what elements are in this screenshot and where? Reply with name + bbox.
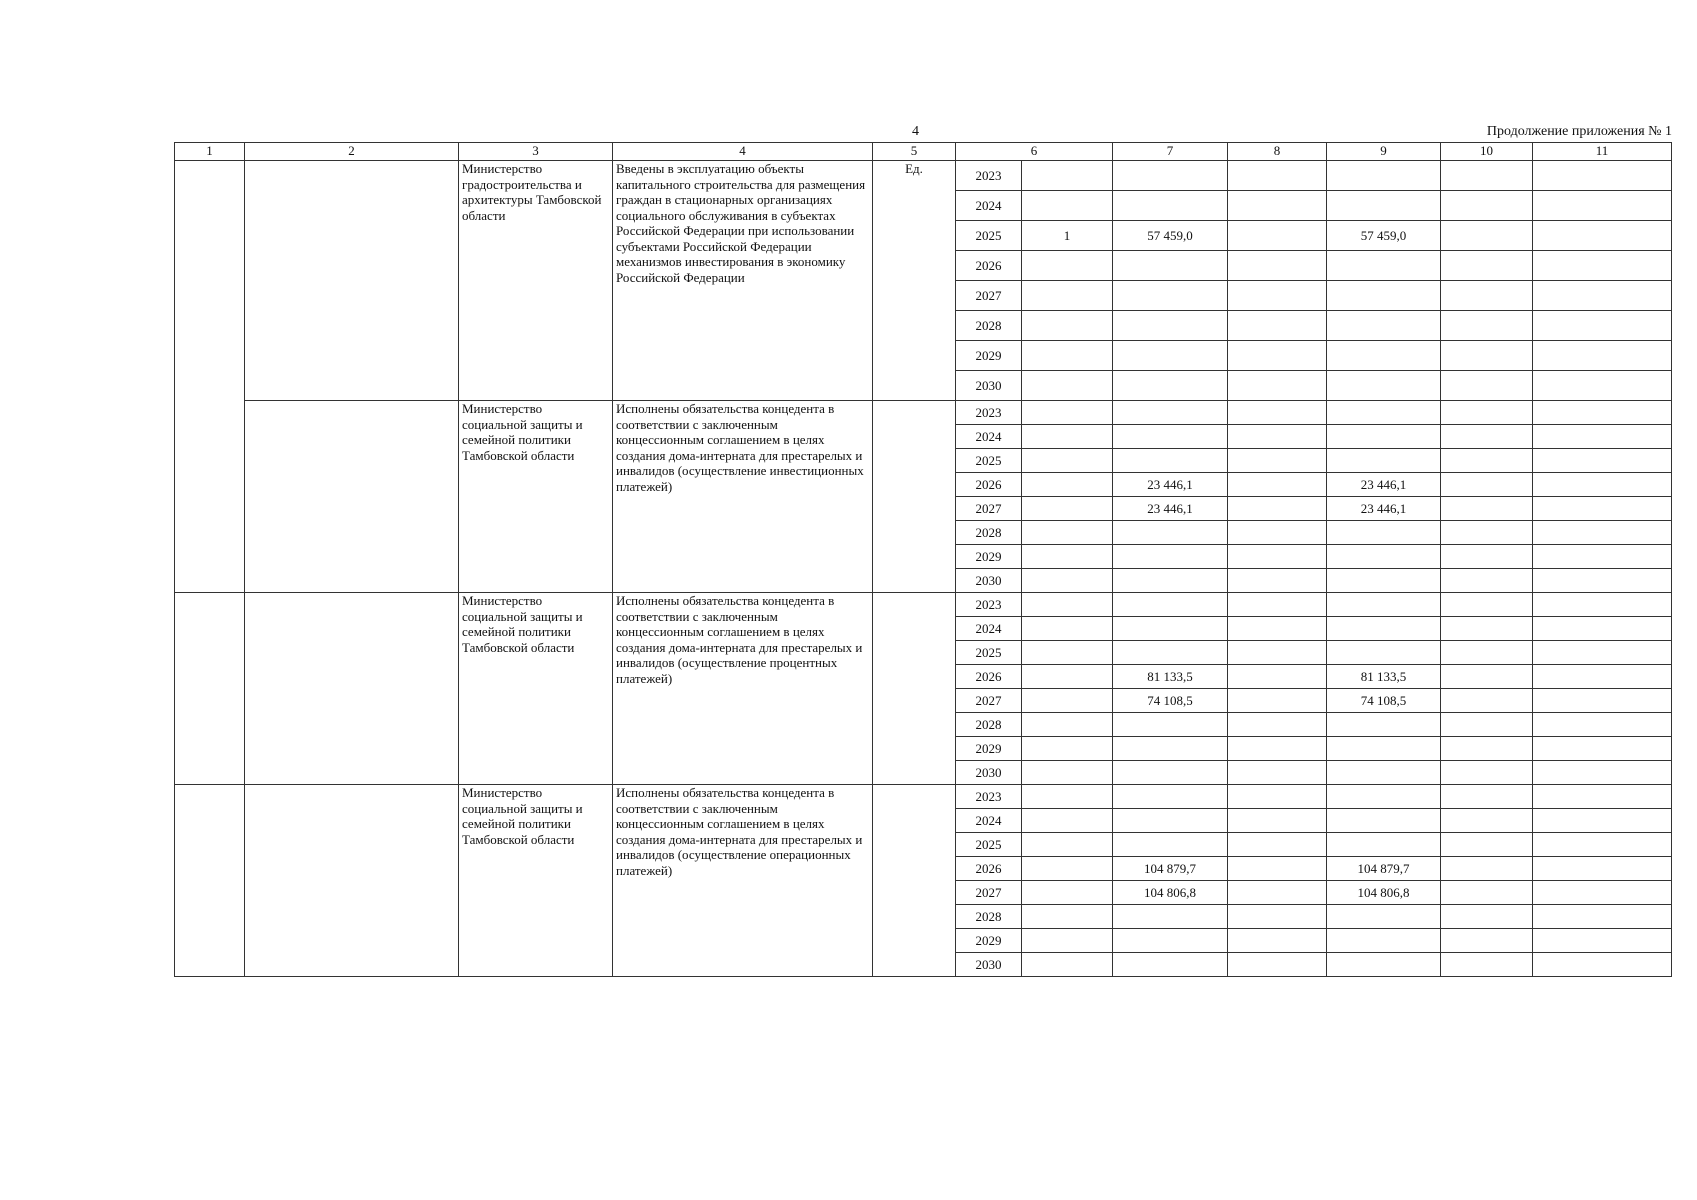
page-number: 4	[912, 124, 919, 139]
year-cell: 2023	[956, 593, 1022, 617]
year-cell: 2025	[956, 221, 1022, 251]
col11-cell	[1533, 449, 1672, 473]
col10-cell	[1441, 689, 1533, 713]
col10-cell	[1441, 221, 1533, 251]
col9-cell: 23 446,1	[1327, 473, 1441, 497]
year-cell: 2029	[956, 929, 1022, 953]
col8-cell	[1228, 191, 1327, 221]
col2-cell	[245, 161, 459, 401]
col11-cell	[1533, 833, 1672, 857]
year-cell: 2024	[956, 809, 1022, 833]
col8-cell	[1228, 569, 1327, 593]
col11-cell	[1533, 545, 1672, 569]
col10-cell	[1441, 449, 1533, 473]
col9-cell: 104 879,7	[1327, 857, 1441, 881]
col8-cell	[1228, 401, 1327, 425]
col11-cell	[1533, 281, 1672, 311]
description-cell: Введены в эксплуатацию объекты капитального строительства для размещения граждан в стационарных организациях социального обслуживания в субъектах Российской Федерации при использовании субъектами Российской Федерации механизмов инвестирования в экономику Российской Федерации	[613, 161, 873, 401]
col8-cell	[1228, 881, 1327, 905]
year-cell: 2027	[956, 881, 1022, 905]
col7-cell: 81 133,5	[1113, 665, 1228, 689]
col10-cell	[1441, 953, 1533, 977]
col-header: 1	[175, 143, 245, 161]
year-cell: 2027	[956, 689, 1022, 713]
col10-cell	[1441, 713, 1533, 737]
col8-cell	[1228, 311, 1327, 341]
col6-cell	[1022, 425, 1113, 449]
col8-cell	[1228, 281, 1327, 311]
col8-cell	[1228, 905, 1327, 929]
col9-cell	[1327, 341, 1441, 371]
col-header: 10	[1441, 143, 1533, 161]
col-header: 3	[459, 143, 613, 161]
col8-cell	[1228, 785, 1327, 809]
col7-cell	[1113, 593, 1228, 617]
col7-cell	[1113, 545, 1228, 569]
col7-cell	[1113, 311, 1228, 341]
col11-cell	[1533, 929, 1672, 953]
col10-cell	[1441, 833, 1533, 857]
year-cell: 2024	[956, 425, 1022, 449]
col7-cell	[1113, 521, 1228, 545]
description-cell: Исполнены обязательства концедента в соответствии с заключенным концессионным соглашением в целях создания дома-интерната для престарелых и инвалидов (осуществление инвестиционных платежей)	[613, 401, 873, 593]
col9-cell	[1327, 785, 1441, 809]
col8-cell	[1228, 809, 1327, 833]
col8-cell	[1228, 161, 1327, 191]
description-cell: Исполнены обязательства концедента в соответствии с заключенным концессионным соглашением в целях создания дома-интерната для престарелых и инвалидов (осуществление операционных платежей)	[613, 785, 873, 977]
year-cell: 2030	[956, 953, 1022, 977]
col-header: 6	[956, 143, 1113, 161]
description-cell: Исполнены обязательства концедента в соответствии с заключенным концессионным соглашением в целях создания дома-интерната для престарелых и инвалидов (осуществление процентных платежей)	[613, 593, 873, 785]
col6-cell	[1022, 449, 1113, 473]
col7-cell: 23 446,1	[1113, 473, 1228, 497]
col7-cell: 74 108,5	[1113, 689, 1228, 713]
col10-cell	[1441, 881, 1533, 905]
col9-cell	[1327, 641, 1441, 665]
col10-cell	[1441, 425, 1533, 449]
table-row	[175, 593, 1672, 617]
col9-cell: 104 806,8	[1327, 881, 1441, 905]
header-row	[175, 143, 1672, 161]
col11-cell	[1533, 311, 1672, 341]
table-row	[175, 161, 1672, 191]
col6-cell	[1022, 545, 1113, 569]
col11-cell	[1533, 161, 1672, 191]
col8-cell	[1228, 497, 1327, 521]
col9-cell	[1327, 521, 1441, 545]
col6-cell	[1022, 761, 1113, 785]
col11-cell	[1533, 905, 1672, 929]
year-cell: 2026	[956, 473, 1022, 497]
col7-cell	[1113, 569, 1228, 593]
col11-cell	[1533, 371, 1672, 401]
col9-cell	[1327, 449, 1441, 473]
col6-cell	[1022, 953, 1113, 977]
year-cell: 2029	[956, 545, 1022, 569]
year-cell: 2027	[956, 497, 1022, 521]
col8-cell	[1228, 521, 1327, 545]
col7-cell: 104 806,8	[1113, 881, 1228, 905]
col10-cell	[1441, 497, 1533, 521]
col11-cell	[1533, 251, 1672, 281]
col7-cell: 23 446,1	[1113, 497, 1228, 521]
col10-cell	[1441, 617, 1533, 641]
col6-cell	[1022, 713, 1113, 737]
col9-cell	[1327, 545, 1441, 569]
col10-cell	[1441, 281, 1533, 311]
col10-cell	[1441, 929, 1533, 953]
col9-cell	[1327, 761, 1441, 785]
col9-cell	[1327, 953, 1441, 977]
col8-cell	[1228, 371, 1327, 401]
col10-cell	[1441, 191, 1533, 221]
ministry-cell: Министерство социальной защиты и семейной политики Тамбовской области	[459, 593, 613, 785]
col10-cell	[1441, 665, 1533, 689]
col7-cell	[1113, 905, 1228, 929]
col1-cell	[175, 785, 245, 977]
ministry-cell: Министерство социальной защиты и семейной политики Тамбовской области	[459, 785, 613, 977]
col11-cell	[1533, 401, 1672, 425]
col11-cell	[1533, 761, 1672, 785]
col8-cell	[1228, 473, 1327, 497]
col11-cell	[1533, 689, 1672, 713]
col8-cell	[1228, 593, 1327, 617]
col8-cell	[1228, 341, 1327, 371]
col-header: 8	[1228, 143, 1327, 161]
col11-cell	[1533, 617, 1672, 641]
year-cell: 2026	[956, 665, 1022, 689]
col11-cell	[1533, 521, 1672, 545]
col10-cell	[1441, 905, 1533, 929]
col7-cell: 57 459,0	[1113, 221, 1228, 251]
col7-cell	[1113, 929, 1228, 953]
col8-cell	[1228, 617, 1327, 641]
col6-cell	[1022, 929, 1113, 953]
col10-cell	[1441, 641, 1533, 665]
col11-cell	[1533, 881, 1672, 905]
year-cell: 2023	[956, 785, 1022, 809]
ministry-cell: Министерство социальной защиты и семейной политики Тамбовской области	[459, 401, 613, 593]
continuation-label: Продолжение приложения № 1	[1486, 124, 1672, 139]
col11-cell	[1533, 737, 1672, 761]
col6-cell	[1022, 737, 1113, 761]
appendix-table	[174, 142, 1672, 977]
table-row	[175, 785, 1672, 809]
col11-cell	[1533, 713, 1672, 737]
unit-cell	[873, 401, 956, 593]
col8-cell	[1228, 953, 1327, 977]
col7-cell	[1113, 251, 1228, 281]
col10-cell	[1441, 761, 1533, 785]
year-cell: 2023	[956, 401, 1022, 425]
col11-cell	[1533, 191, 1672, 221]
col11-cell	[1533, 665, 1672, 689]
col10-cell	[1441, 341, 1533, 371]
col9-cell	[1327, 569, 1441, 593]
col8-cell	[1228, 665, 1327, 689]
unit-cell: Ед.	[873, 161, 956, 401]
col8-cell	[1228, 737, 1327, 761]
col11-cell	[1533, 341, 1672, 371]
col10-cell	[1441, 521, 1533, 545]
col6-cell	[1022, 857, 1113, 881]
col10-cell	[1441, 737, 1533, 761]
col6-cell	[1022, 251, 1113, 281]
col11-cell	[1533, 473, 1672, 497]
col2-cell	[245, 593, 459, 785]
col-header: 9	[1327, 143, 1441, 161]
col9-cell: 23 446,1	[1327, 497, 1441, 521]
col9-cell	[1327, 929, 1441, 953]
col8-cell	[1228, 857, 1327, 881]
col11-cell	[1533, 593, 1672, 617]
col10-cell	[1441, 785, 1533, 809]
col10-cell	[1441, 857, 1533, 881]
col6-cell	[1022, 521, 1113, 545]
col9-cell	[1327, 425, 1441, 449]
col7-cell	[1113, 281, 1228, 311]
col6-cell	[1022, 281, 1113, 311]
year-cell: 2027	[956, 281, 1022, 311]
year-cell: 2026	[956, 857, 1022, 881]
col9-cell	[1327, 281, 1441, 311]
col9-cell	[1327, 713, 1441, 737]
col11-cell	[1533, 425, 1672, 449]
col9-cell	[1327, 191, 1441, 221]
year-cell: 2030	[956, 569, 1022, 593]
col8-cell	[1228, 929, 1327, 953]
col6-cell	[1022, 617, 1113, 641]
year-cell: 2030	[956, 371, 1022, 401]
year-cell: 2028	[956, 311, 1022, 341]
col10-cell	[1441, 473, 1533, 497]
col6-cell: 1	[1022, 221, 1113, 251]
col6-cell	[1022, 473, 1113, 497]
col10-cell	[1441, 569, 1533, 593]
year-cell: 2029	[956, 341, 1022, 371]
col7-cell	[1113, 401, 1228, 425]
col7-cell	[1113, 371, 1228, 401]
col7-cell	[1113, 641, 1228, 665]
col6-cell	[1022, 569, 1113, 593]
col10-cell	[1441, 401, 1533, 425]
col8-cell	[1228, 251, 1327, 281]
table-row	[175, 401, 1672, 425]
col9-cell	[1327, 371, 1441, 401]
year-cell: 2026	[956, 251, 1022, 281]
col6-cell	[1022, 785, 1113, 809]
col6-cell	[1022, 641, 1113, 665]
year-cell: 2030	[956, 761, 1022, 785]
col1-cell	[175, 161, 245, 593]
col6-cell	[1022, 497, 1113, 521]
col11-cell	[1533, 953, 1672, 977]
col11-cell	[1533, 221, 1672, 251]
col2-cell	[245, 401, 459, 593]
col10-cell	[1441, 251, 1533, 281]
col7-cell	[1113, 161, 1228, 191]
col11-cell	[1533, 857, 1672, 881]
col10-cell	[1441, 809, 1533, 833]
year-cell: 2024	[956, 617, 1022, 641]
col7-cell	[1113, 761, 1228, 785]
col7-cell	[1113, 785, 1228, 809]
unit-cell	[873, 593, 956, 785]
year-cell: 2028	[956, 521, 1022, 545]
year-cell: 2025	[956, 833, 1022, 857]
col11-cell	[1533, 641, 1672, 665]
col6-cell	[1022, 881, 1113, 905]
col6-cell	[1022, 161, 1113, 191]
col-header: 5	[873, 143, 956, 161]
col7-cell	[1113, 833, 1228, 857]
col7-cell	[1113, 425, 1228, 449]
col9-cell	[1327, 311, 1441, 341]
col6-cell	[1022, 689, 1113, 713]
col8-cell	[1228, 425, 1327, 449]
col6-cell	[1022, 593, 1113, 617]
col7-cell	[1113, 809, 1228, 833]
col9-cell	[1327, 809, 1441, 833]
unit-cell	[873, 785, 956, 977]
col9-cell	[1327, 617, 1441, 641]
col9-cell: 57 459,0	[1327, 221, 1441, 251]
col6-cell	[1022, 191, 1113, 221]
col8-cell	[1228, 221, 1327, 251]
col6-cell	[1022, 809, 1113, 833]
col7-cell	[1113, 617, 1228, 641]
col-header: 2	[245, 143, 459, 161]
year-cell: 2023	[956, 161, 1022, 191]
col10-cell	[1441, 161, 1533, 191]
year-cell: 2029	[956, 737, 1022, 761]
col7-cell	[1113, 713, 1228, 737]
col7-cell	[1113, 191, 1228, 221]
year-cell: 2028	[956, 713, 1022, 737]
col9-cell: 81 133,5	[1327, 665, 1441, 689]
col11-cell	[1533, 785, 1672, 809]
col9-cell	[1327, 251, 1441, 281]
col9-cell	[1327, 737, 1441, 761]
col11-cell	[1533, 809, 1672, 833]
col8-cell	[1228, 761, 1327, 785]
col10-cell	[1441, 593, 1533, 617]
col-header: 7	[1113, 143, 1228, 161]
col6-cell	[1022, 371, 1113, 401]
col6-cell	[1022, 401, 1113, 425]
col10-cell	[1441, 371, 1533, 401]
col10-cell	[1441, 545, 1533, 569]
col2-cell	[245, 785, 459, 977]
col10-cell	[1441, 311, 1533, 341]
col1-cell	[175, 593, 245, 785]
col7-cell: 104 879,7	[1113, 857, 1228, 881]
col9-cell	[1327, 161, 1441, 191]
col8-cell	[1228, 833, 1327, 857]
col9-cell	[1327, 833, 1441, 857]
ministry-cell: Министерство градостроительства и архитектуры Тамбовской области	[459, 161, 613, 401]
col8-cell	[1228, 713, 1327, 737]
col8-cell	[1228, 689, 1327, 713]
col9-cell	[1327, 905, 1441, 929]
year-cell: 2028	[956, 905, 1022, 929]
col7-cell	[1113, 341, 1228, 371]
col8-cell	[1228, 641, 1327, 665]
col9-cell	[1327, 401, 1441, 425]
col6-cell	[1022, 341, 1113, 371]
col6-cell	[1022, 311, 1113, 341]
col6-cell	[1022, 905, 1113, 929]
col7-cell	[1113, 953, 1228, 977]
year-cell: 2024	[956, 191, 1022, 221]
col9-cell: 74 108,5	[1327, 689, 1441, 713]
col8-cell	[1228, 545, 1327, 569]
col11-cell	[1533, 497, 1672, 521]
col7-cell	[1113, 737, 1228, 761]
col-header: 11	[1533, 143, 1672, 161]
col11-cell	[1533, 569, 1672, 593]
col-header: 4	[613, 143, 873, 161]
col9-cell	[1327, 593, 1441, 617]
col6-cell	[1022, 665, 1113, 689]
year-cell: 2025	[956, 641, 1022, 665]
col7-cell	[1113, 449, 1228, 473]
col8-cell	[1228, 449, 1327, 473]
year-cell: 2025	[956, 449, 1022, 473]
col6-cell	[1022, 833, 1113, 857]
